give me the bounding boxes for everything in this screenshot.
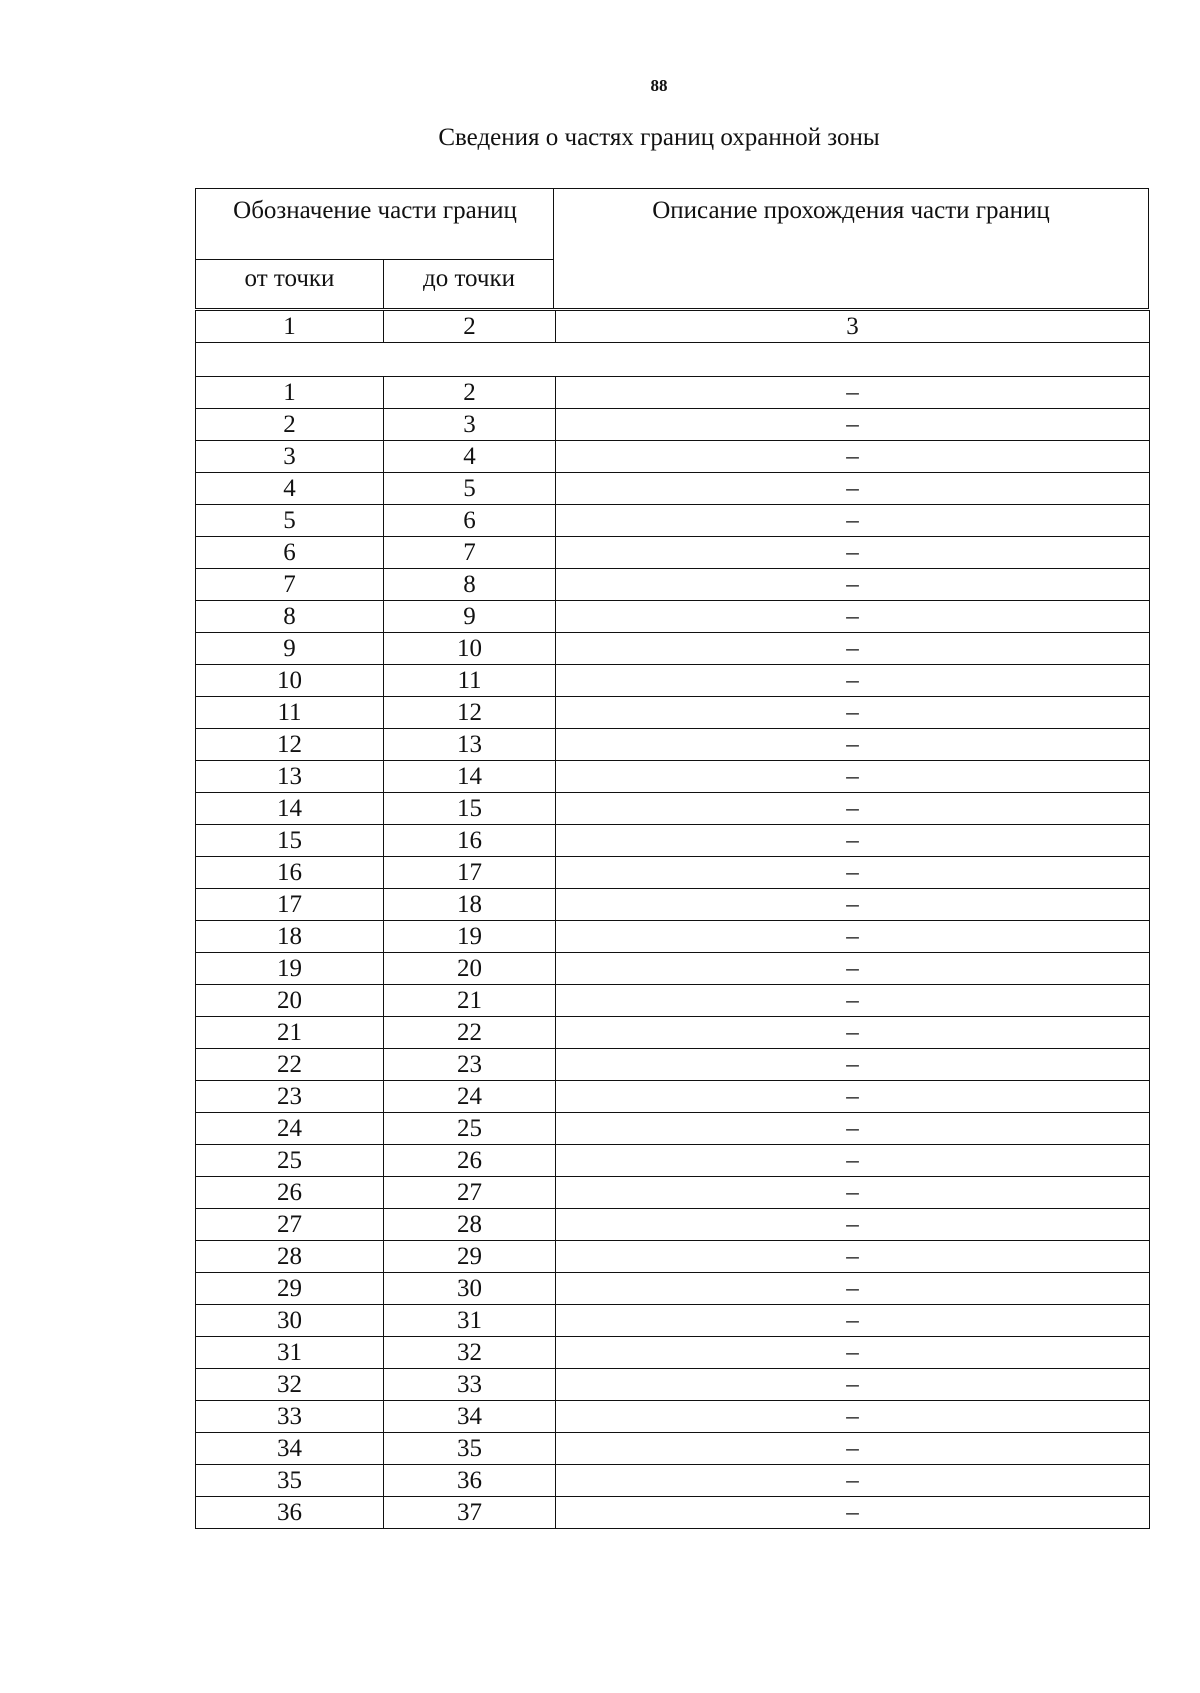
from-point-cell: 36 — [196, 1497, 384, 1529]
description-cell: – — [556, 1017, 1150, 1049]
to-point-cell: 17 — [384, 857, 556, 889]
table-row — [196, 1497, 1150, 1529]
column-number-2: 2 — [384, 311, 556, 343]
to-point-cell: 22 — [384, 1017, 556, 1049]
table-row — [196, 1049, 1150, 1081]
description-cell: – — [556, 761, 1150, 793]
to-point-cell: 19 — [384, 921, 556, 953]
description-cell: – — [556, 1177, 1150, 1209]
from-point-cell: 34 — [196, 1433, 384, 1465]
description-cell: – — [556, 473, 1150, 505]
to-point-cell: 4 — [384, 441, 556, 473]
to-point-cell: 33 — [384, 1369, 556, 1401]
table-row — [196, 953, 1150, 985]
from-point-cell: 11 — [196, 697, 384, 729]
table-row — [196, 1209, 1150, 1241]
from-point-cell: 35 — [196, 1465, 384, 1497]
to-point-cell: 24 — [384, 1081, 556, 1113]
from-point-cell: 29 — [196, 1273, 384, 1305]
from-point-cell: 9 — [196, 633, 384, 665]
table-row — [196, 1017, 1150, 1049]
from-point-cell: 32 — [196, 1369, 384, 1401]
from-point-cell: 14 — [196, 793, 384, 825]
from-point-cell: 20 — [196, 985, 384, 1017]
to-point-cell: 28 — [384, 1209, 556, 1241]
to-point-cell: 30 — [384, 1273, 556, 1305]
to-point-cell: 14 — [384, 761, 556, 793]
description-cell: – — [556, 1209, 1150, 1241]
from-point-cell: 3 — [196, 441, 384, 473]
section-row — [196, 343, 1150, 377]
description-cell: – — [556, 1113, 1150, 1145]
from-point-cell: 26 — [196, 1177, 384, 1209]
table-row — [196, 1177, 1150, 1209]
from-point-cell: 12 — [196, 729, 384, 761]
to-point-cell: 10 — [384, 633, 556, 665]
from-point-cell: 2 — [196, 409, 384, 441]
description-cell: – — [556, 1401, 1150, 1433]
table-row — [196, 377, 1150, 409]
to-point-cell: 5 — [384, 473, 556, 505]
column-number-3: 3 — [556, 311, 1150, 343]
table-row — [196, 569, 1150, 601]
description-cell: – — [556, 377, 1150, 409]
table-row — [196, 601, 1150, 633]
to-point-cell: 35 — [384, 1433, 556, 1465]
table-row — [196, 793, 1150, 825]
to-point-cell: 12 — [384, 697, 556, 729]
table-row — [196, 1113, 1150, 1145]
to-point-cell: 36 — [384, 1465, 556, 1497]
description-cell: – — [556, 985, 1150, 1017]
table-row — [196, 665, 1150, 697]
table-row — [196, 1465, 1150, 1497]
header-to-point: до точки — [422, 265, 516, 292]
description-cell: – — [556, 1369, 1150, 1401]
from-point-cell: 30 — [196, 1305, 384, 1337]
description-cell: – — [556, 1433, 1150, 1465]
to-point-cell: 34 — [384, 1401, 556, 1433]
description-cell: – — [556, 1497, 1150, 1529]
table-row — [196, 473, 1150, 505]
to-point-cell: 27 — [384, 1177, 556, 1209]
to-point-cell: 8 — [384, 569, 556, 601]
description-cell: – — [556, 1049, 1150, 1081]
description-cell: – — [556, 633, 1150, 665]
header-description: Описание прохождения части границ — [553, 189, 1148, 308]
to-point-cell: 23 — [384, 1049, 556, 1081]
from-point-cell: 4 — [196, 473, 384, 505]
from-point-cell: 21 — [196, 1017, 384, 1049]
to-point-cell: 13 — [384, 729, 556, 761]
table-row — [196, 1081, 1150, 1113]
to-point-cell: 6 — [384, 505, 556, 537]
table-row — [196, 1401, 1150, 1433]
to-point-cell: 7 — [384, 537, 556, 569]
description-cell: – — [556, 953, 1150, 985]
to-point-cell: 15 — [384, 793, 556, 825]
to-point-cell: 18 — [384, 889, 556, 921]
from-point-cell: 18 — [196, 921, 384, 953]
description-cell: – — [556, 665, 1150, 697]
table-row — [196, 857, 1150, 889]
description-cell: – — [556, 1145, 1150, 1177]
from-point-cell: 33 — [196, 1401, 384, 1433]
page-number: 88 — [650, 76, 668, 95]
column-number-row — [196, 311, 1150, 343]
column-number-1: 1 — [196, 311, 384, 343]
from-point-cell: 25 — [196, 1145, 384, 1177]
description-cell: – — [556, 1465, 1150, 1497]
to-point-cell: 26 — [384, 1145, 556, 1177]
page-title: Сведения о частях границ охранной зоны — [438, 124, 880, 151]
description-cell: – — [556, 889, 1150, 921]
description-cell: – — [556, 537, 1150, 569]
from-point-cell: 8 — [196, 601, 384, 633]
description-cell: – — [556, 1273, 1150, 1305]
from-point-cell: 15 — [196, 825, 384, 857]
table-row — [196, 1305, 1150, 1337]
table-row — [196, 537, 1150, 569]
to-point-cell: 32 — [384, 1337, 556, 1369]
from-point-cell: 10 — [196, 665, 384, 697]
from-point-cell: 19 — [196, 953, 384, 985]
to-point-cell: 29 — [384, 1241, 556, 1273]
from-point-cell: 31 — [196, 1337, 384, 1369]
table-row — [196, 921, 1150, 953]
table-row — [196, 889, 1150, 921]
header-group-label: Обозначение части границ — [233, 197, 517, 224]
description-cell: – — [556, 697, 1150, 729]
table-row — [196, 1145, 1150, 1177]
table-row — [196, 697, 1150, 729]
from-point-cell: 6 — [196, 537, 384, 569]
from-point-cell: 24 — [196, 1113, 384, 1145]
from-point-cell: 5 — [196, 505, 384, 537]
from-point-cell: 28 — [196, 1241, 384, 1273]
description-cell: – — [556, 1305, 1150, 1337]
from-point-cell: 22 — [196, 1049, 384, 1081]
to-point-cell: 2 — [384, 377, 556, 409]
table-row — [196, 761, 1150, 793]
boundary-parts-table — [195, 310, 1150, 1529]
table-header — [195, 188, 1149, 309]
table-row — [196, 633, 1150, 665]
table-row — [196, 441, 1150, 473]
description-cell: – — [556, 1241, 1150, 1273]
description-cell: – — [556, 1337, 1150, 1369]
table-row — [196, 985, 1150, 1017]
to-point-cell: 11 — [384, 665, 556, 697]
description-cell: – — [556, 857, 1150, 889]
description-cell: – — [556, 569, 1150, 601]
description-cell: – — [556, 601, 1150, 633]
table-row — [196, 409, 1150, 441]
description-cell: – — [556, 921, 1150, 953]
from-point-cell: 17 — [196, 889, 384, 921]
header-from-point: от точки — [196, 260, 384, 308]
to-point-cell: 16 — [384, 825, 556, 857]
to-point-cell: 9 — [384, 601, 556, 633]
description-cell: – — [556, 1081, 1150, 1113]
to-point-cell: 31 — [384, 1305, 556, 1337]
description-cell: – — [556, 793, 1150, 825]
from-point-cell: 7 — [196, 569, 384, 601]
to-point-cell: 25 — [384, 1113, 556, 1145]
table-row — [196, 1433, 1150, 1465]
from-point-cell: 27 — [196, 1209, 384, 1241]
description-cell: – — [556, 505, 1150, 537]
description-cell: – — [556, 729, 1150, 761]
table-row — [196, 1241, 1150, 1273]
description-cell: – — [556, 825, 1150, 857]
to-point-cell: 20 — [384, 953, 556, 985]
table-row — [196, 505, 1150, 537]
table-row — [196, 1273, 1150, 1305]
description-cell: – — [556, 409, 1150, 441]
to-point-cell: 37 — [384, 1497, 556, 1529]
table-row — [196, 1337, 1150, 1369]
from-point-cell: 23 — [196, 1081, 384, 1113]
table-row — [196, 825, 1150, 857]
from-point-cell: 1 — [196, 377, 384, 409]
from-point-cell: 13 — [196, 761, 384, 793]
to-point-cell: 21 — [384, 985, 556, 1017]
table-row — [196, 729, 1150, 761]
section-row-cell — [196, 343, 1150, 377]
from-point-cell: 16 — [196, 857, 384, 889]
description-cell: – — [556, 441, 1150, 473]
table-row — [196, 1369, 1150, 1401]
to-point-cell: 3 — [384, 409, 556, 441]
